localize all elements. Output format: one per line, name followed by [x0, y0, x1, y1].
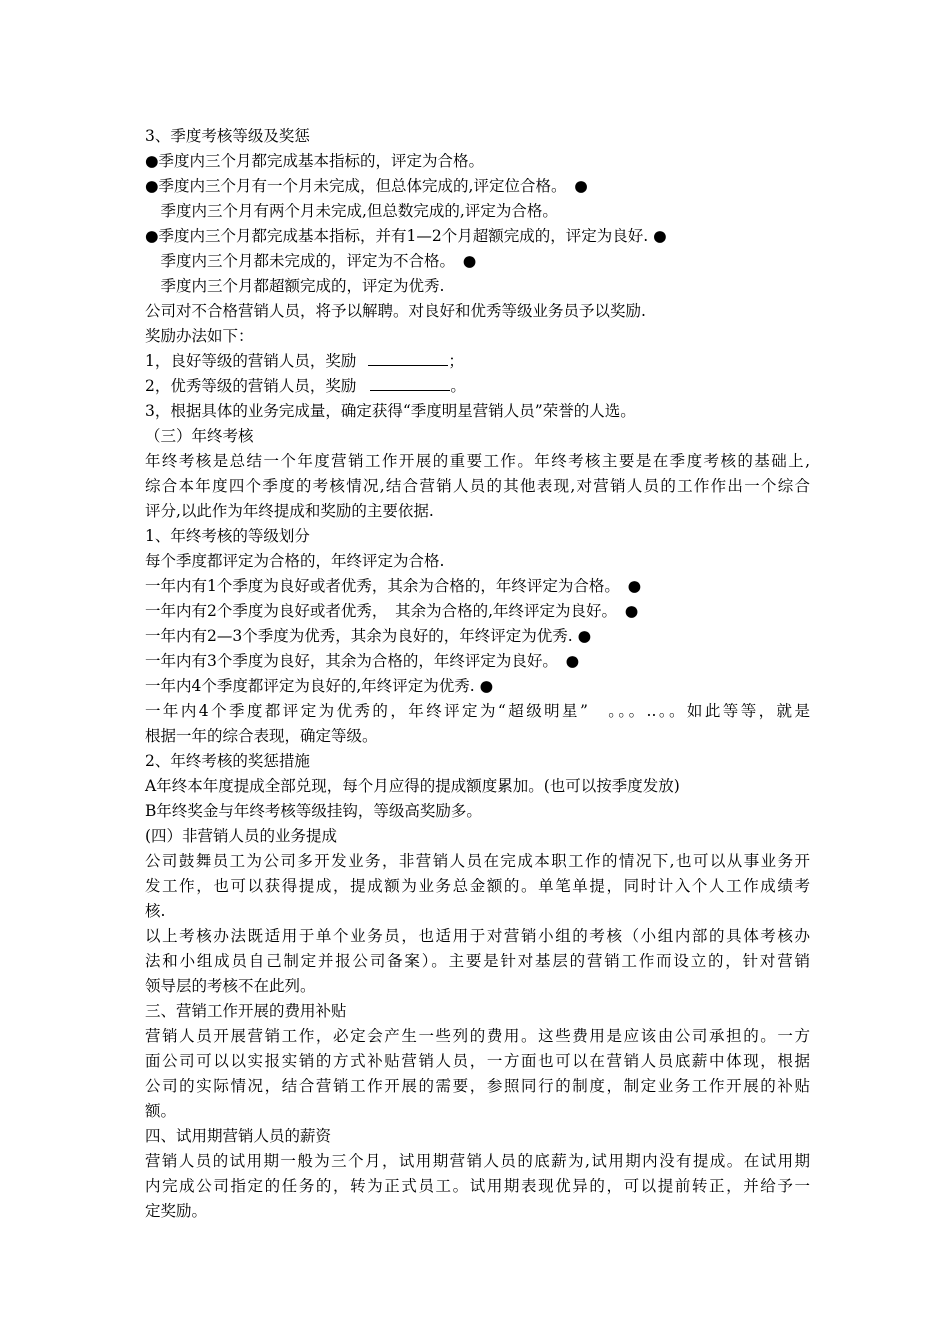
text-line: B年终奖金与年终考核等级挂钩，等级高奖励多。	[145, 802, 482, 820]
text-line: 综合本年度四个季度的考核情况,结合营销人员的其他表现,对营销人员的工作作出一个综合	[145, 477, 810, 495]
text-line: 每个季度都评定为合格的，年终评定为合格.	[145, 552, 445, 570]
text-line: 季度内三个月都未完成的，评定为不合格。 ●	[145, 252, 477, 270]
text-line: 一年内有2个季度为良好或者优秀， 其余为合格的,年终评定为良好。 ●	[145, 602, 639, 620]
reward-suffix: ；	[448, 352, 464, 370]
reward-suffix: 。	[450, 377, 466, 395]
blank-underline	[368, 351, 448, 366]
text-line: A年终本年度提成全部兑现，每个月应得的提成额度累加。(也可以按季度发放)	[145, 777, 680, 795]
text-line: 一年内4个季度都评定为良好的,年终评定为优秀. ●	[145, 677, 494, 695]
text-line: 评分,以此作为年终提成和奖励的主要依据.	[145, 502, 434, 520]
text-line: 定奖励。	[145, 1202, 208, 1220]
text-line: 额。	[145, 1102, 177, 1120]
reward-line-excellent	[145, 374, 810, 398]
text-line: 营销人员的试用期一般为三个月，试用期营销人员的底薪为,试用期内没有提成。在试用期	[145, 1152, 810, 1170]
text-line: 3，根据具体的业务完成量，确定获得“季度明星营销人员”荣誉的人选。	[145, 402, 636, 420]
reward-label: 2，优秀等级的营销人员，奖励	[145, 377, 357, 395]
text-line: 内完成公司指定的任务的，转为正式员工。试用期表现优异的，可以提前转正，并给予一	[145, 1177, 810, 1195]
text-line: 发工作，也可以获得提成，提成额为业务总金额的。单笔单提，同时计入个人工作成绩考	[145, 877, 810, 895]
text-line: ●季度内三个月都完成基本指标，并有1—2个月超额完成的，评定为良好. ●	[145, 227, 667, 245]
text-line: 领导层的考核不在此列。	[145, 977, 316, 995]
section-heading: 1、年终考核的等级划分	[145, 527, 310, 545]
text-line: 法和小组成员自己制定并报公司备案）。主要是针对基层的营销工作而设立的，针对营销	[145, 952, 810, 970]
text-line: 季度内三个月都超额完成的，评定为优秀.	[145, 277, 445, 295]
section-heading: 三、营销工作开展的费用补贴	[145, 1002, 347, 1020]
text-line: 一年内有2—3个季度为优秀，其余为良好的，年终评定为优秀. ●	[145, 627, 592, 645]
section-heading: (四）非营销人员的业务提成	[145, 827, 338, 845]
text-line: 一年内有3个季度为良好，其余为合格的，年终评定为良好。 ●	[145, 652, 580, 670]
section-heading: 3、季度考核等级及奖惩	[145, 127, 310, 145]
section-heading: 四、试用期营销人员的薪资	[145, 1127, 332, 1145]
text-line: 一年内4个季度都评定为优秀的，年终评定为“超级明星” 。。。..。。如此等等，就是	[145, 702, 810, 720]
text-line: 核.	[145, 902, 166, 920]
text-line: 公司的实际情况，结合营销工作开展的需要，参照同行的制度，制定业务工作开展的补贴	[145, 1077, 810, 1095]
text-line: 以上考核办法既适用于单个业务员，也适用于对营销小组的考核（小组内部的具体考核办	[145, 927, 810, 945]
text-line: ●季度内三个月都完成基本指标的，评定为合格。	[145, 152, 485, 170]
text-line: 年终考核是总结一个年度营销工作开展的重要工作。年终考核主要是在季度考核的基础上,	[145, 452, 810, 470]
section-heading: （三）年终考核	[145, 427, 254, 445]
text-line: 公司鼓舞员工为公司多开发业务，非营销人员在完成本职工作的情况下,也可以从事业务开	[145, 852, 810, 870]
text-line: 奖励办法如下：	[145, 327, 254, 345]
text-line: 公司对不合格营销人员，将予以解聘。对良好和优秀等级业务员予以奖励.	[145, 302, 646, 320]
text-line: 季度内三个月有两个月未完成,但总数完成的,评定为合格。	[145, 202, 558, 220]
reward-label: 1，良好等级的营销人员，奖励	[145, 352, 357, 370]
blank-underline	[370, 376, 450, 391]
reward-line-good	[145, 349, 810, 373]
text-line: ●季度内三个月有一个月未完成，但总体完成的,评定位合格。 ●	[145, 177, 588, 195]
section-heading: 2、年终考核的奖惩措施	[145, 752, 310, 770]
text-line: 根据一年的综合表现，确定等级。	[145, 727, 378, 745]
text-line: 营销人员开展营销工作，必定会产生一些列的费用。这些费用是应该由公司承担的。一方	[145, 1027, 810, 1045]
text-line: 面公司可以以实报实销的方式补贴营销人员，一方面也可以在营销人员底薪中体现，根据	[145, 1052, 810, 1070]
text-line: 一年内有1个季度为良好或者优秀，其余为合格的，年终评定为合格。 ●	[145, 577, 642, 595]
